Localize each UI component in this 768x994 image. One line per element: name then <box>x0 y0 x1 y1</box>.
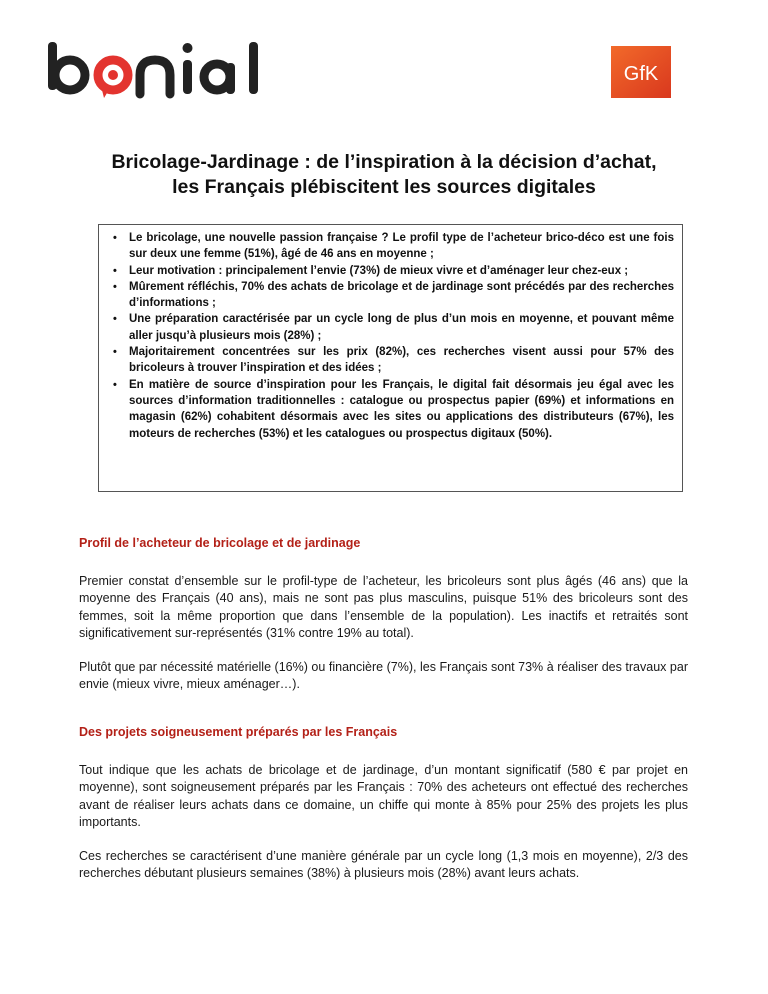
summary-item <box>113 230 674 263</box>
bullet-icon: • <box>113 280 117 293</box>
bullet-icon: • <box>113 264 117 277</box>
summary-box <box>98 224 683 492</box>
summary-item <box>113 344 674 377</box>
paragraph-projets-1: Tout indique que les achats de bricolage et de jardinage, d’un montant significatif (580 € par projet en moyenne), sont soigneusement préparés par les Français : 70% des acheteurs ont effectué des recherches avant de réaliser leurs achats dans ce domaine, un chiffe qui monte à 85% pour 25% des projets les plus importants. <box>79 763 688 829</box>
section-heading-projets: Des projets soigneusement préparés par les Français <box>79 725 398 739</box>
paragraph-profil-2: Plutôt que par nécessité matérielle (16%) ou financière (7%), les Français sont 73% à réaliser des travaux par envie (mieux vivre, mieux aménager…). <box>79 660 688 692</box>
bonial-logo-icon <box>44 38 272 106</box>
summary-item-text: Leur motivation : principalement l’envie (73%) de mieux vivre et d’aménager leur chez-eux ; <box>129 264 629 277</box>
title-line-1: Bricolage-Jardinage : de l’inspiration à la décision d’achat, <box>111 151 657 173</box>
summary-item-text: Une préparation caractérisée par un cycle long de plus d’un mois en moyenne, et pouvant même aller jusqu’à plusieurs mois (28%) ; <box>129 313 674 342</box>
bonial-logo <box>44 38 272 106</box>
gfk-logo <box>611 46 671 98</box>
gfk-logo-text: GfK <box>623 63 659 85</box>
page-title <box>40 150 728 200</box>
summary-item <box>113 279 674 312</box>
bullet-icon: • <box>113 232 117 244</box>
bullet-icon: • <box>113 346 117 359</box>
gfk-logo-icon <box>611 46 671 98</box>
summary-item-text: Mûrement réfléchis, 70% des achats de bricolage et de jardinage sont précédés par des recherches d’informations ; <box>129 280 674 310</box>
title-line-2: les Français plébiscitent les sources digitales <box>172 176 596 198</box>
summary-item-text: En matière de source d’inspiration pour les Français, le digital fait désormais jeu égal avec les sources d’information traditionnelles : catalogue ou prospectus papier (69%) et informations en magasin (62%) cohabitent désormais avec les sites ou applications des distributeurs (67%), les moteurs de recherches (53%) et les catalogues ou prospectus digitaux (50%). <box>129 378 674 440</box>
summary-item-text: Majoritairement concentrées sur les prix (82%), ces recherches visent aussi pour 57% des bricoleurs à trouver l’inspiration et des idées ; <box>129 346 674 375</box>
summary-item <box>113 311 674 344</box>
section-heading-profil: Profil de l’acheteur de bricolage et de jardinage <box>79 536 361 550</box>
summary-list <box>113 230 674 442</box>
bullet-icon: • <box>113 378 117 391</box>
summary-item-text: Le bricolage, une nouvelle passion française ? Le profil type de l’acheteur brico-déco est une fois sur deux une femme (51%), âgé de 46 ans en moyenne ; <box>129 232 674 261</box>
summary-item <box>113 377 674 442</box>
paragraph-profil-1: Premier constat d’ensemble sur le profil-type de l’acheteur, les bricoleurs sont plus âgés (46 ans) que la moyenne des Français (40 ans), mais ne sont pas plus masculins, puisque 51% des bricoleurs sont des femmes, soit la même proportion que dans l’ensemble de la population). Les inactifs et retraités sont significativement sur-représentés (31% contre 19% au total). <box>79 574 688 640</box>
summary-item <box>113 263 674 279</box>
bullet-icon: • <box>113 313 117 326</box>
paragraph-projets-2: Ces recherches se caractérisent d’une manière générale par un cycle long (1,3 mois en moyenne), 2/3 des recherches débutant plusieurs semaines (38%) à plusieurs mois (28%) avant leurs achats. <box>79 849 688 881</box>
